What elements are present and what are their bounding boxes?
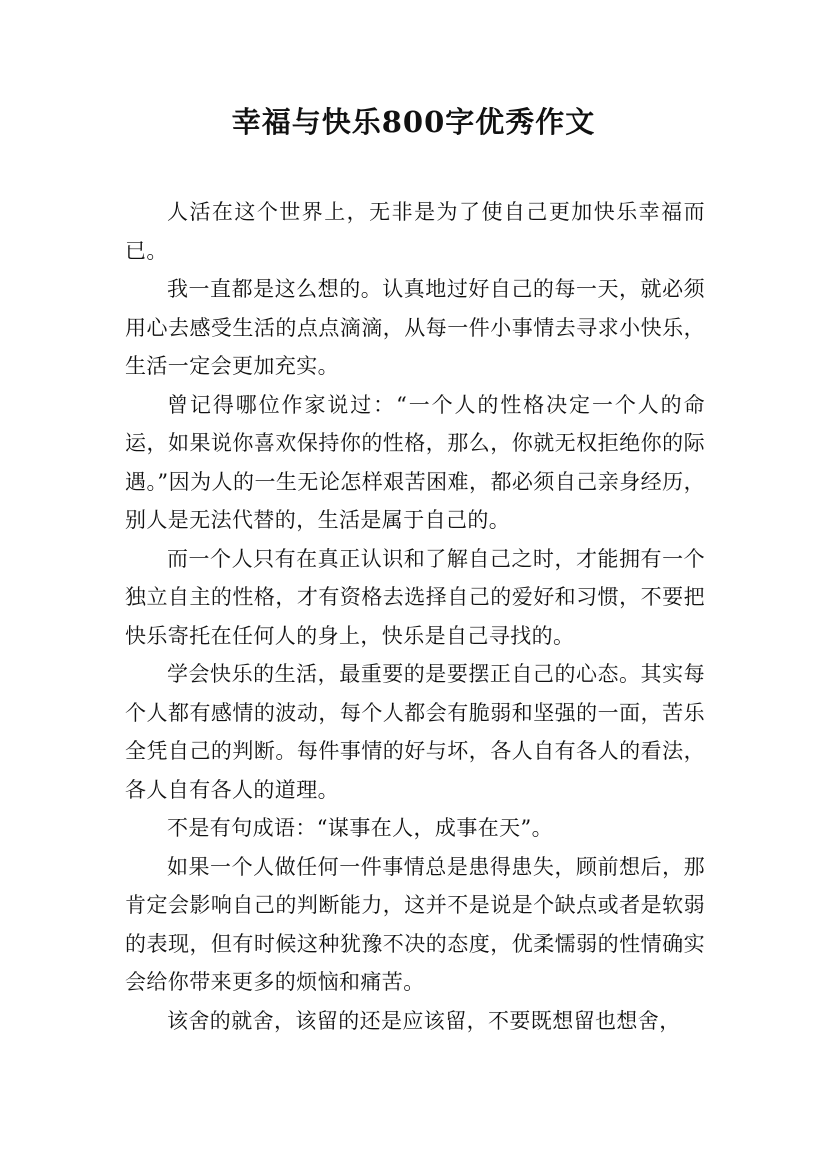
paragraph-1: 人活在这个世界上，无非是为了使自己更加快乐幸福而已。 xyxy=(125,200,705,263)
paragraph-7: 如果一个人做任何一件事情总是患得患失，顾前想后，那肯定会影响自己的判断能力，这并不是说是个缺点或者是软弱的表现，但有时候这种犹豫不决的态度，优柔懦弱的性情确实会给你带来更多的烦恼和痛苦。 xyxy=(125,854,705,994)
document-body xyxy=(125,193,705,1040)
paragraph-8: 该舍的就舍，该留的还是应该留，不要既想留也想舍， xyxy=(167,1008,681,1033)
paragraph-4: 而一个人只有在真正认识和了解自己之时，才能拥有一个独立自主的性格，才有资格去选择自己的爱好和习惯，不要把快乐寄托在任何人的身上，快乐是自己寻找的。 xyxy=(125,546,705,648)
paragraph-5: 学会快乐的生活，最重要的是要摆正自己的心态。其实每个人都有感情的波动，每个人都会有脆弱和坚强的一面，苦乐全凭自己的判断。每件事情的好与坏，各人自有各人的看法，各人自有各人的道理。 xyxy=(125,662,705,802)
paragraph-6: 不是有句成语：“谋事在人，成事在天”。 xyxy=(167,816,554,840)
document-title: 幸福与快乐800字优秀作文 xyxy=(231,105,596,139)
paragraph-2: 我一直都是这么想的。认真地过好自己的每一天，就必须用心去感受生活的点点滴滴，从每一件小事情去寻求小快乐，生活一定会更加充实。 xyxy=(125,277,705,378)
paragraph-3: 曾记得哪位作家说过：“一个人的性格决定一个人的命运，如果说你喜欢保持你的性格，那么，你就无权拒绝你的际遇。”因为人的一生无论怎样艰苦困难，都必须自己亲身经历，别人是无法代替的，生活是属于自己的。 xyxy=(125,392,705,532)
